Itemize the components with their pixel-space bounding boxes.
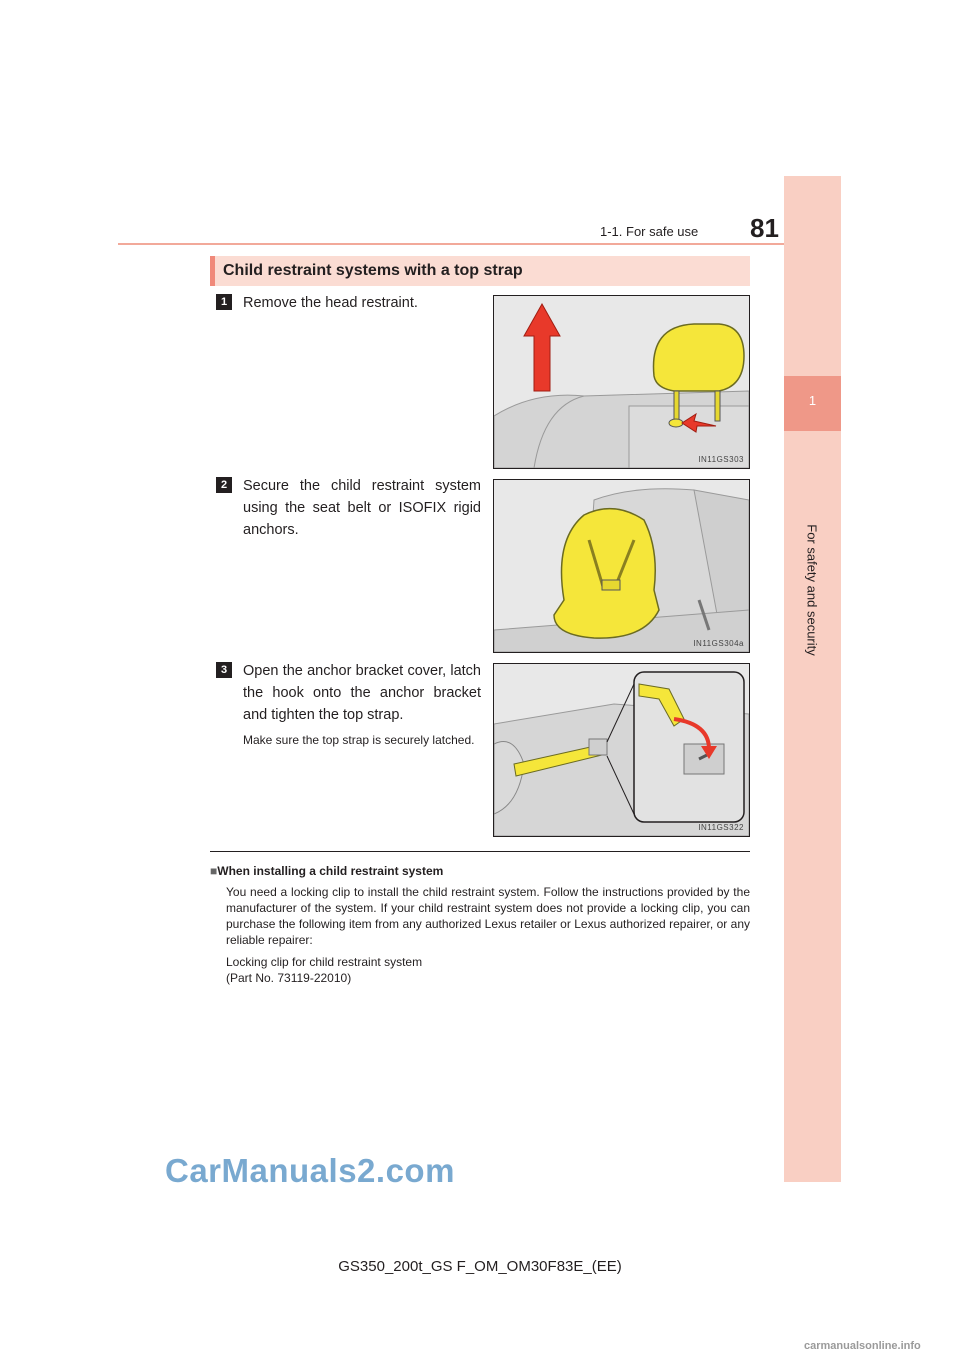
section-title: Child restraint systems with a top strap <box>223 262 523 279</box>
figure-code: IN11GS304a <box>693 639 744 648</box>
document-footer: GS350_200t_GS F_OM_OM30F83E_(EE) <box>338 1258 622 1275</box>
note-item-line: Locking clip for child restraint system <box>226 955 423 969</box>
watermark-text[interactable]: CarManuals2.com <box>165 1152 455 1189</box>
note-body: You need a locking clip to install the child restraint system. Follow the instructions provided by the manufacturer of the system. If your child restraint system does not provide a locking clip, you can purchase the following item from any authorized Lexus retailer or Lexus authorized repairer, or any reliable repairer: <box>226 885 750 947</box>
header-divider <box>118 243 841 245</box>
note-heading <box>210 864 443 878</box>
note-part-info <box>226 954 750 986</box>
head-restraint-removal-illustration <box>493 295 750 469</box>
child-seat-installation-illustration <box>493 479 750 653</box>
step-number-badge: 1 <box>216 294 232 310</box>
section-heading: 1-1. For safe use <box>600 224 699 239</box>
site-watermark: carmanualsonline.info <box>804 1340 921 1352</box>
note-part-number: (Part No. 73119-22010) <box>226 971 352 985</box>
top-strap-anchor-illustration <box>493 663 750 837</box>
chapter-title: For safety and security <box>804 524 820 656</box>
step-text: Secure the child restraint system using the seat belt or ISOFIX rigid anchors. <box>243 478 481 538</box>
step-number-badge: 2 <box>216 477 232 493</box>
note-heading-text: When installing a child restraint system <box>217 864 444 878</box>
step-note: Make sure the top strap is securely latched. <box>243 733 475 747</box>
step-text: Open the anchor bracket cover, latch the hook onto the anchor bracket and tighten the top strap. <box>243 663 481 723</box>
step-number-badge: 3 <box>216 662 232 678</box>
step-text: Remove the head restraint. <box>243 295 418 311</box>
chapter-side-tab <box>784 176 841 1182</box>
note-marker: ■ <box>210 864 218 878</box>
figure-code: IN11GS322 <box>698 823 744 832</box>
chapter-number: 1 <box>808 393 817 408</box>
note-divider <box>210 851 750 852</box>
figure-code: IN11GS303 <box>698 455 744 464</box>
page-number: 81 <box>750 213 779 243</box>
